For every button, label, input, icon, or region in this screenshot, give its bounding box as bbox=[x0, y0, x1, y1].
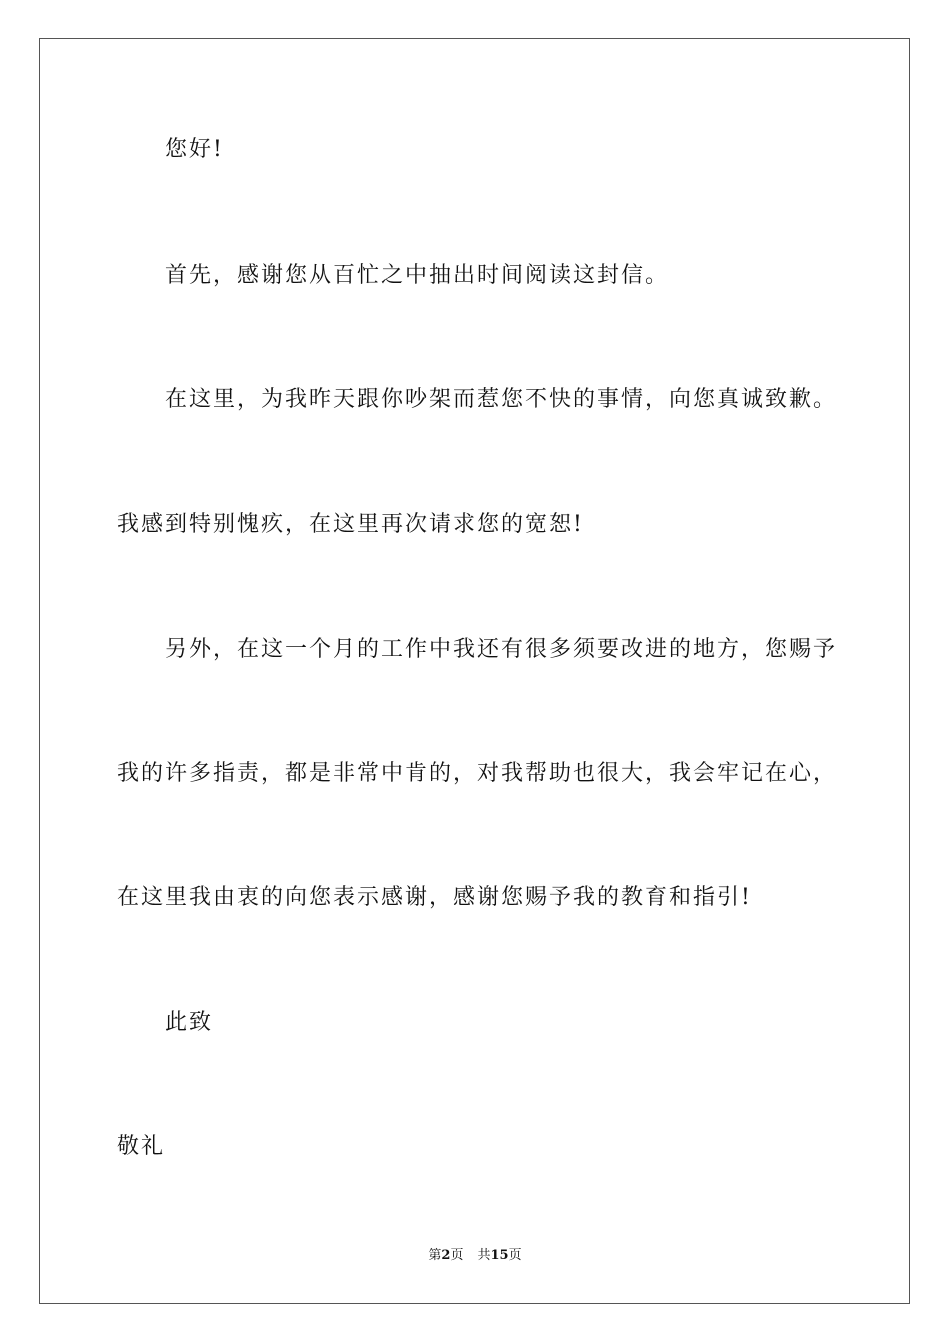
page-footer bbox=[0, 1248, 950, 1264]
salutation-line: 敬礼 bbox=[117, 1134, 166, 1159]
body-line-5: 我的许多指责，都是非常中肯的，对我帮助也很大，我会牢记在心， bbox=[117, 761, 838, 786]
page-number: 2 bbox=[441, 1248, 451, 1263]
total-pages: 15 bbox=[490, 1248, 509, 1263]
greeting-line: 您好! bbox=[165, 137, 224, 162]
closing-line: 此致 bbox=[165, 1010, 214, 1035]
body-line-1: 首先，感谢您从百忙之中抽出时间阅读这封信。 bbox=[165, 263, 670, 288]
body-line-3: 我感到特别愧疚，在这里再次请求您的宽恕! bbox=[117, 512, 584, 537]
body-line-2: 在这里，为我昨天跟你吵架而惹您不快的事情，向您真诚致歉。 bbox=[165, 387, 838, 412]
page-border bbox=[39, 38, 910, 1304]
body-line-4: 另外，在这一个月的工作中我还有很多须要改进的地方，您赐予 bbox=[165, 637, 838, 662]
page-prefix: 第 bbox=[428, 1248, 442, 1263]
total-suffix: 页 bbox=[508, 1248, 522, 1263]
total-prefix: 共 bbox=[477, 1248, 491, 1263]
body-line-6: 在这里我由衷的向您表示感谢，感谢您赐予我的教育和指引! bbox=[117, 885, 752, 910]
page-suffix: 页 bbox=[450, 1248, 464, 1263]
